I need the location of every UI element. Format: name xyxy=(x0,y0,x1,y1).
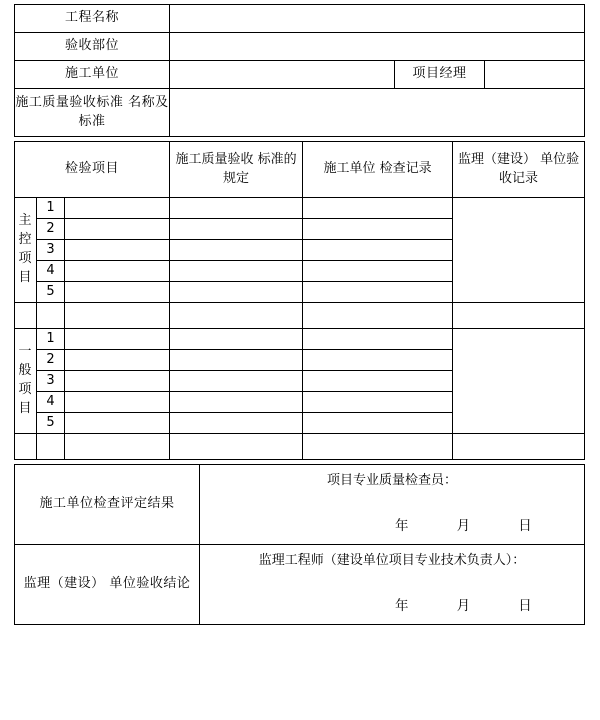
spacer-cell xyxy=(65,434,170,460)
row-number: 4 xyxy=(37,261,65,282)
standard-name-label-line2: 名称及标准 xyxy=(78,94,169,129)
table-row xyxy=(15,329,585,350)
spacer-cell xyxy=(15,303,37,329)
table-row xyxy=(15,465,585,545)
standard-name-value[interactable] xyxy=(170,89,585,137)
item-name-cell[interactable] xyxy=(65,261,170,282)
conclusion-table xyxy=(14,464,585,625)
row-number: 4 xyxy=(37,392,65,413)
supervision-cell[interactable] xyxy=(453,329,585,434)
spacer-cell xyxy=(15,434,37,460)
item-name-cell[interactable] xyxy=(65,413,170,434)
date-day: 日 xyxy=(518,518,533,535)
acceptance-part-label: 验收部位 xyxy=(15,33,170,61)
supervision-cell[interactable] xyxy=(453,198,585,303)
section-label-char: 项 xyxy=(18,382,33,397)
project-name-label: 工程名称 xyxy=(15,5,170,33)
supervision-conclusion-body[interactable] xyxy=(200,545,585,625)
standard-cell[interactable] xyxy=(170,392,303,413)
row-number: 3 xyxy=(37,371,65,392)
project-name-value[interactable] xyxy=(170,5,585,33)
construction-unit-value[interactable] xyxy=(170,61,395,89)
table-row xyxy=(15,545,585,625)
date-line xyxy=(200,517,584,537)
spacer-cell xyxy=(453,303,585,329)
standard-cell[interactable] xyxy=(170,413,303,434)
construction-cell[interactable] xyxy=(303,282,453,303)
column-header-standard-requirement xyxy=(170,142,303,198)
table-row-spacer xyxy=(15,434,585,460)
table-row xyxy=(15,5,585,33)
construction-cell[interactable] xyxy=(303,371,453,392)
item-name-cell[interactable] xyxy=(65,371,170,392)
table-header-row xyxy=(15,142,585,198)
item-name-cell[interactable] xyxy=(65,350,170,371)
col4-line2: 单位验收记录 xyxy=(499,151,580,186)
spacer-cell xyxy=(170,303,303,329)
item-name-cell[interactable] xyxy=(65,219,170,240)
construction-result-label: 施工单位检查评定结果 xyxy=(15,465,200,545)
section-label-char: 主 xyxy=(18,213,33,229)
table-row xyxy=(15,89,585,137)
construction-cell[interactable] xyxy=(303,240,453,261)
table-row xyxy=(15,33,585,61)
project-manager-value[interactable] xyxy=(485,61,585,89)
item-name-cell[interactable] xyxy=(65,198,170,219)
supervision-label-line1: 监理（建设） xyxy=(23,576,105,592)
spacer-cell xyxy=(37,434,65,460)
spacer-cell xyxy=(303,303,453,329)
date-year: 年 xyxy=(395,518,409,535)
construction-result-body[interactable] xyxy=(200,465,585,545)
item-name-cell[interactable] xyxy=(65,329,170,350)
col4-line1: 监理（建设） xyxy=(457,151,536,167)
section-label-char: 目 xyxy=(18,269,33,285)
standard-cell[interactable] xyxy=(170,261,303,282)
row-number: 1 xyxy=(37,198,65,219)
standard-cell[interactable] xyxy=(170,198,303,219)
inspection-table xyxy=(14,141,585,460)
column-header-inspection-item: 检验项目 xyxy=(15,142,170,198)
construction-cell[interactable] xyxy=(303,261,453,282)
date-day: 日 xyxy=(518,598,533,615)
form-sheet xyxy=(0,4,600,720)
date-year: 年 xyxy=(395,598,409,615)
col2-line1: 施工质量验收 xyxy=(175,151,254,167)
item-name-cell[interactable] xyxy=(65,392,170,413)
construction-cell[interactable] xyxy=(303,329,453,350)
section-label-char: 控 xyxy=(18,232,33,248)
section-label-main-control xyxy=(15,198,37,303)
construction-cell[interactable] xyxy=(303,198,453,219)
row-number: 3 xyxy=(37,240,65,261)
date-line xyxy=(200,597,584,617)
column-header-supervision-record xyxy=(453,142,585,198)
standard-name-label-line1: 施工质量验收标准 xyxy=(15,94,124,110)
row-number: 2 xyxy=(37,350,65,371)
standard-cell[interactable] xyxy=(170,240,303,261)
construction-cell[interactable] xyxy=(303,350,453,371)
standard-cell[interactable] xyxy=(170,350,303,371)
spacer-cell xyxy=(303,434,453,460)
section-label-char: 目 xyxy=(18,400,33,416)
section-label-char: 项 xyxy=(18,251,33,266)
item-name-cell[interactable] xyxy=(65,240,170,261)
section-label-general xyxy=(15,329,37,434)
col3-line2: 检查记录 xyxy=(379,161,432,177)
table-row-spacer xyxy=(15,303,585,329)
header-table xyxy=(14,4,585,137)
standard-name-label xyxy=(15,89,170,137)
construction-cell[interactable] xyxy=(303,413,453,434)
supervision-conclusion-label xyxy=(15,545,200,625)
table-row xyxy=(15,198,585,219)
standard-cell[interactable] xyxy=(170,329,303,350)
row-number: 1 xyxy=(37,329,65,350)
row-number: 5 xyxy=(37,413,65,434)
project-manager-label: 项目经理 xyxy=(395,61,485,89)
construction-unit-label: 施工单位 xyxy=(15,61,170,89)
row-number: 2 xyxy=(37,219,65,240)
item-name-cell[interactable] xyxy=(65,282,170,303)
spacer-cell xyxy=(65,303,170,329)
column-header-construction-record xyxy=(303,142,453,198)
col3-line1: 施工单位 xyxy=(323,161,376,177)
table-row xyxy=(15,61,585,89)
standard-cell[interactable] xyxy=(170,371,303,392)
date-month: 月 xyxy=(456,518,471,535)
section-label-char: 般 xyxy=(18,363,33,379)
row-number: 5 xyxy=(37,282,65,303)
col2-line2: 标准的规定 xyxy=(223,151,297,186)
spacer-cell xyxy=(37,303,65,329)
supervision-label-line2: 单位验收结论 xyxy=(109,576,191,592)
spacer-cell xyxy=(170,434,303,460)
supervisor-title: 监理工程师（建设单位项目专业技术负责人）： xyxy=(258,553,526,569)
standard-cell[interactable] xyxy=(170,219,303,240)
section-label-char: 一 xyxy=(18,344,33,360)
spacer-cell xyxy=(453,434,585,460)
construction-cell[interactable] xyxy=(303,219,453,240)
construction-cell[interactable] xyxy=(303,392,453,413)
acceptance-part-value[interactable] xyxy=(170,33,585,61)
standard-cell[interactable] xyxy=(170,282,303,303)
inspector-title: 项目专业质量检查员： xyxy=(326,473,457,489)
date-month: 月 xyxy=(456,598,471,615)
